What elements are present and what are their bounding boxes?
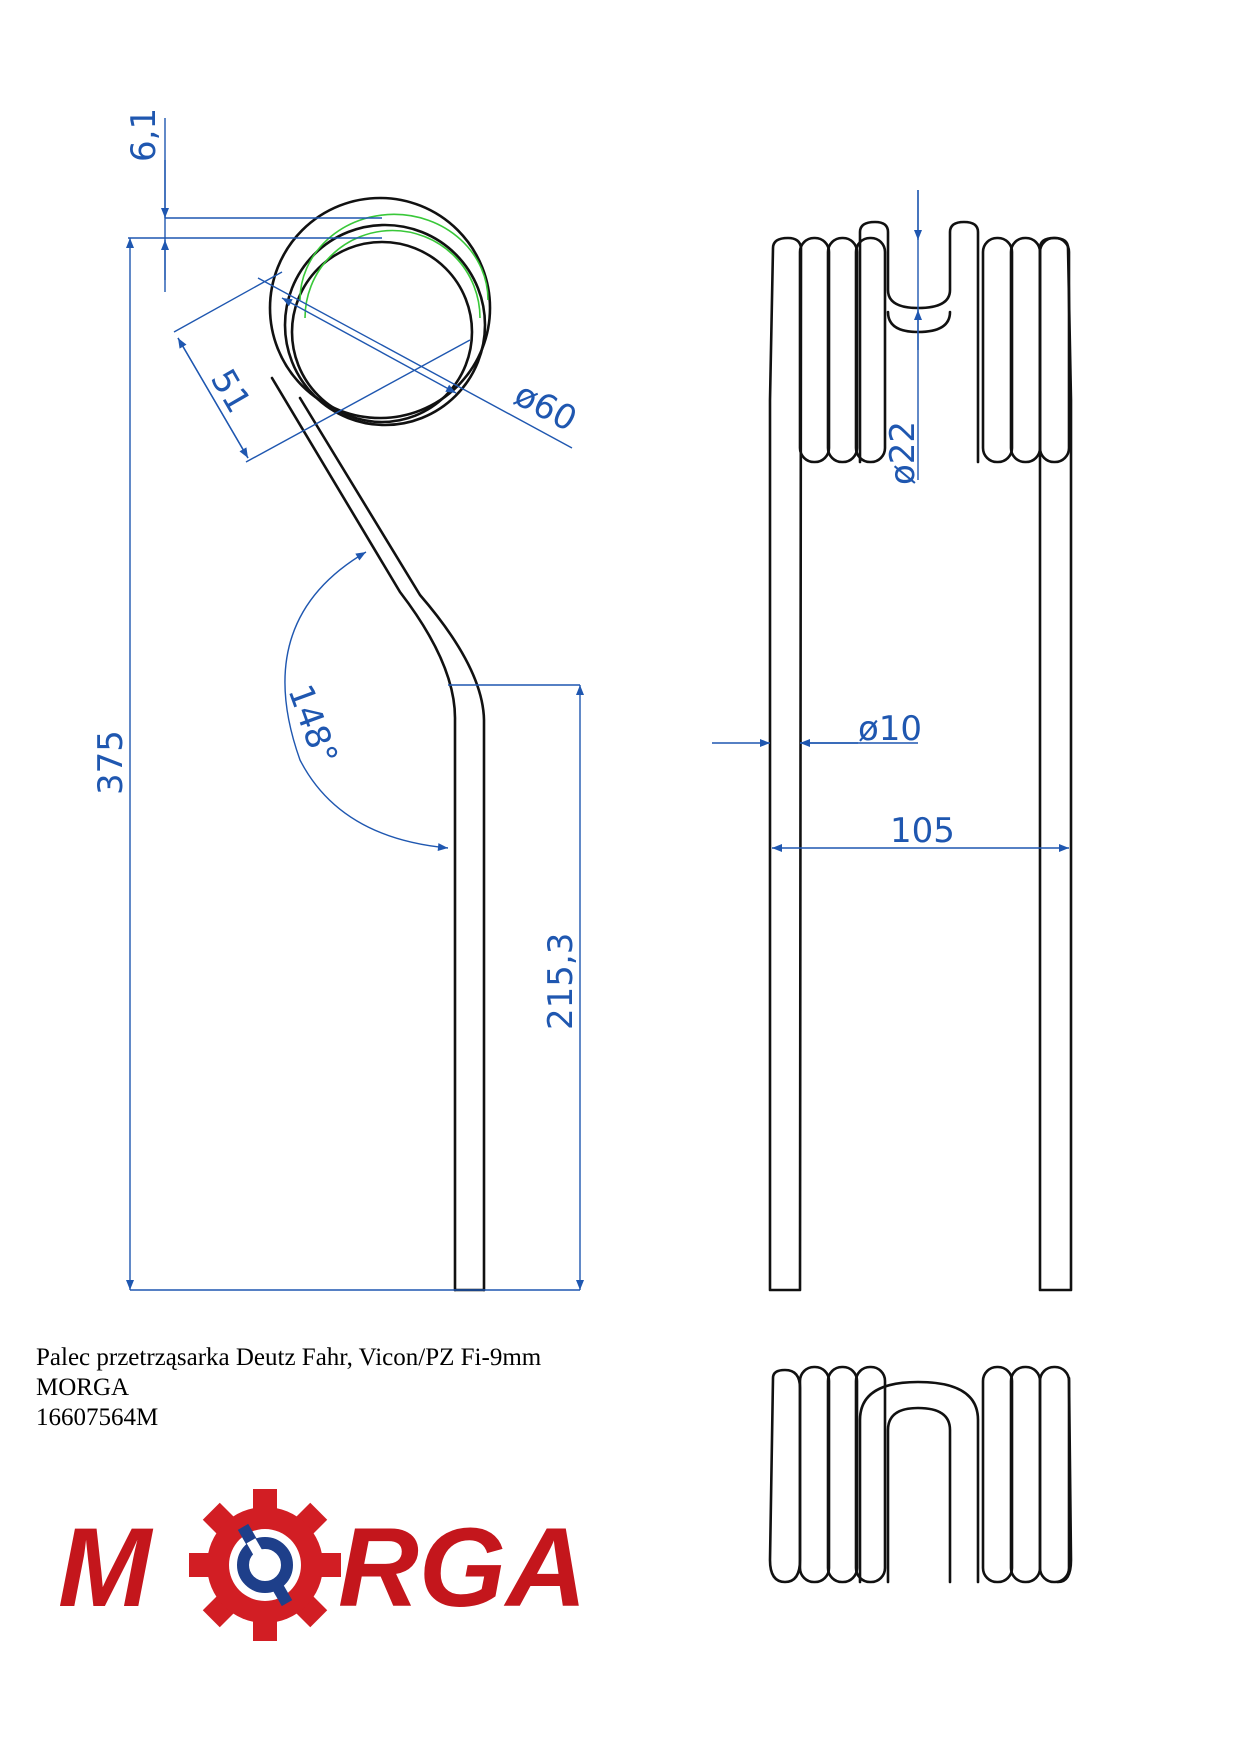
tine-leg-inner: [300, 398, 484, 1290]
dim-top-offset-label: 6,1: [124, 107, 164, 162]
coil-middle: [285, 225, 485, 425]
morga-logo: [58, 1489, 587, 1641]
coil-turn: [983, 238, 1012, 462]
dim-leg-spacing-label: 105: [890, 811, 955, 851]
detail-turn: [983, 1367, 1012, 1582]
dim-leg-spacing: [772, 811, 1069, 851]
logo-text-m: M: [58, 1505, 152, 1630]
detail-turn: [1011, 1367, 1040, 1582]
coil-turn: [828, 238, 857, 462]
dim-top-offset: [124, 108, 382, 292]
dim-total-height: [91, 238, 580, 1290]
coil-turn: [800, 238, 829, 462]
detail-outer-left: [770, 1370, 800, 1582]
left-leg: [770, 238, 801, 1290]
caption-brand: MORGA: [36, 1374, 130, 1401]
detail-turn: [828, 1367, 857, 1582]
detail-u-inner: [888, 1408, 950, 1582]
bottom-detail-view: [770, 1367, 1071, 1582]
front-view: [712, 190, 1071, 1290]
detail-turn: [800, 1367, 829, 1582]
dim-total-height-label: 375: [91, 730, 131, 795]
dim-straight-length-label: 215,3: [541, 932, 581, 1030]
caption-part-number: 16607564M: [36, 1404, 159, 1431]
dim-inner-diameter-label: ø22: [883, 420, 923, 485]
center-u-inner: [888, 312, 950, 332]
dim-coil-span-label: 51: [202, 362, 259, 420]
tine-leg-outer: [272, 378, 455, 1290]
coil-turn: [1011, 238, 1040, 462]
dim-wire-diameter: [712, 709, 922, 749]
coil-turn: [1040, 238, 1069, 462]
detail-turn: [1040, 1367, 1069, 1582]
detail-u-outer: [860, 1382, 978, 1582]
dim-coil-diameter-label: ø60: [507, 374, 584, 441]
right-leg: [1040, 238, 1071, 1290]
side-view: [91, 108, 583, 1290]
dim-bend-angle-label: 148°: [279, 679, 346, 771]
dim-straight-length: [448, 685, 581, 1290]
logo-text-rga: RGA: [338, 1505, 587, 1630]
coil-inner: [292, 242, 472, 422]
caption-title: Palec przetrząsarka Deutz Fahr, Vicon/PZ Fi-9mm: [36, 1344, 542, 1371]
dim-wire-diameter-label: ø10: [858, 709, 923, 749]
gear-icon: [189, 1489, 341, 1641]
